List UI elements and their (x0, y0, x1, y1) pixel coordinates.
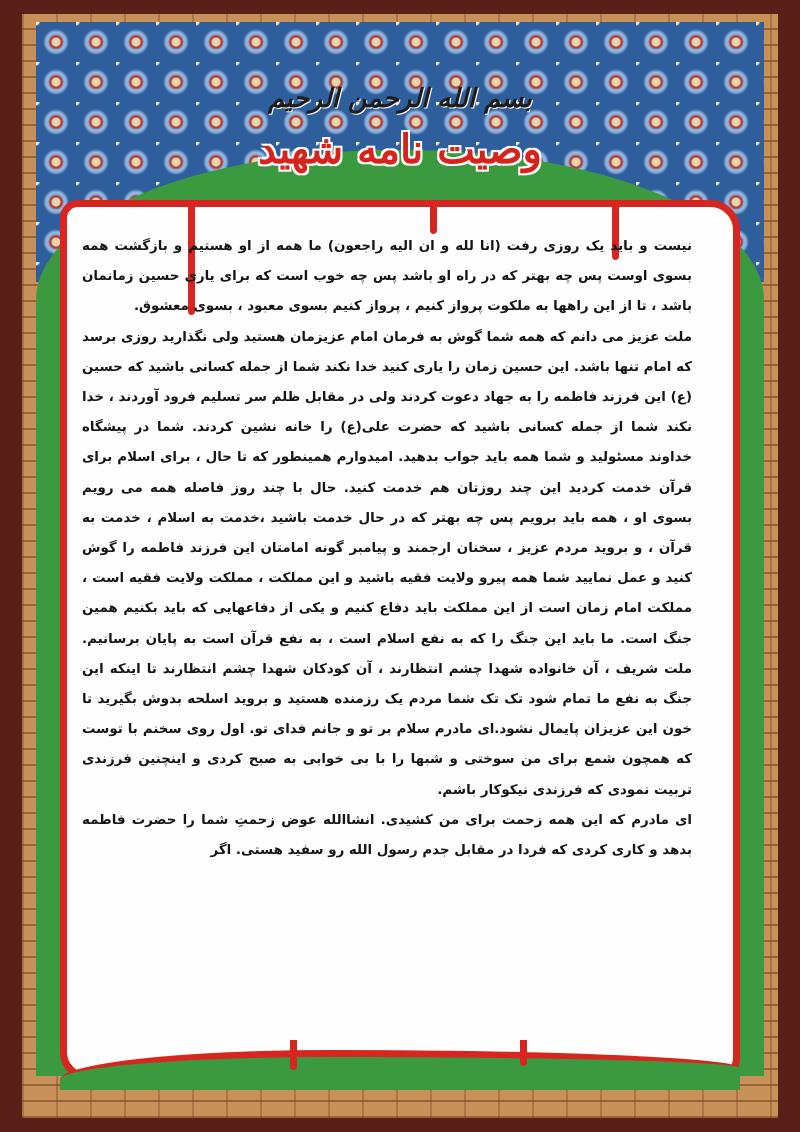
page-title: وصیت نامه شهید (258, 126, 542, 173)
torn-paper-bottom (60, 1050, 740, 1090)
blood-drip (430, 200, 437, 234)
paragraph: نیست و باید یک روزی رفت (انا لله و ان الیه راجعون) ما همه از او هستیم و بازگشت همه بسوی اوست پس چه بهتر که در راه او باشد پس چه خوب است که برای یاری حسین زمانمان باشد ، تا از این راهها به ملکوت پرواز کنیم ، پرواز کنیم بسوی معبود ، بسوی معشوق. (82, 239, 692, 315)
paragraph: ای مادرم که این همه زحمت برای من کشیدی. انشاالله عوض زحمتِ شما را حضرت فاطمه بدهد و کاری کردی که فردا در مقابل جدم رسول الله رو سفید هستی. اگر (82, 812, 692, 859)
blood-drip (520, 1040, 527, 1066)
bismillah-heading: بسم الله الرحمن الرحيم (268, 84, 532, 114)
testament-body (82, 232, 692, 1012)
blood-drip (290, 1040, 297, 1070)
paragraph: ملت عزیز می دانم که همه شما گوش به فرمان امام عزیزمان هستید ولی نگذارید روزی برسد که امام تنها باشد. این حسین زمان را یاری کنید خدا نکند شما از جمله کسانی باشید که حسین (ع) این فرزند فاطمه را به جهاد دعوت کردند ولی در مقابل ظلم سر تسلیم فرود آوردند ، خدا نکند شما از جمله کسانی باشید که حضرت علی(ع) را خانه نشین کردند. شما در پیشگاه خداوند مسئولید و شما همه باید جواب بدهید. امیدوارم همینطور که تا حال ، برای اسلام برای قرآن خدمت کردید این چند روزتان هم خدمت کنید. حال با چند روز فاصله همه می رویم بسوی او ، همه باید برویم پس چه بهتر که در حال خدمت باشید ،خدمت به اسلام ، خدمت به قرآن ، و بروید مردم عزیز ، سخنان ارجمند و پیامبر گونه امامتان این فرزند فاطمه را گوش کنید و عمل نمایید شما همه پیرو ولایت فقیه باشید و این مملکت ، مملکت ولایت فقیه است ، مملکت امام زمان است از این مملکت باید دفاع کنیم و یکی از دفاعهایی که باید بکنیم همین جنگ است. ما باید این جنگ را که به نفع اسلام است ، به نفع قرآن است به پایان برسانیم. ملت شریف ، آن خانواده شهدا چشم انتظارند ، آن کودکان شهدا چشم انتظارند تا اینکه این جنگ به نفع ما تمام شود تک تک شما مردم یک رزمنده هستید و بروید اسلحه بدوش بگیرید تا خون این عزیزان پایمال نشود.ای مادرم سلام بر تو و جانم فدای تو. اول روی سخنم با توست که همچون شمع برای من سوختی و شبها را با بی خوابی به صبح کردی و اینچنین فرزندی تربیت نمودی که فرزندی نیکوکار باشم. (82, 329, 692, 798)
